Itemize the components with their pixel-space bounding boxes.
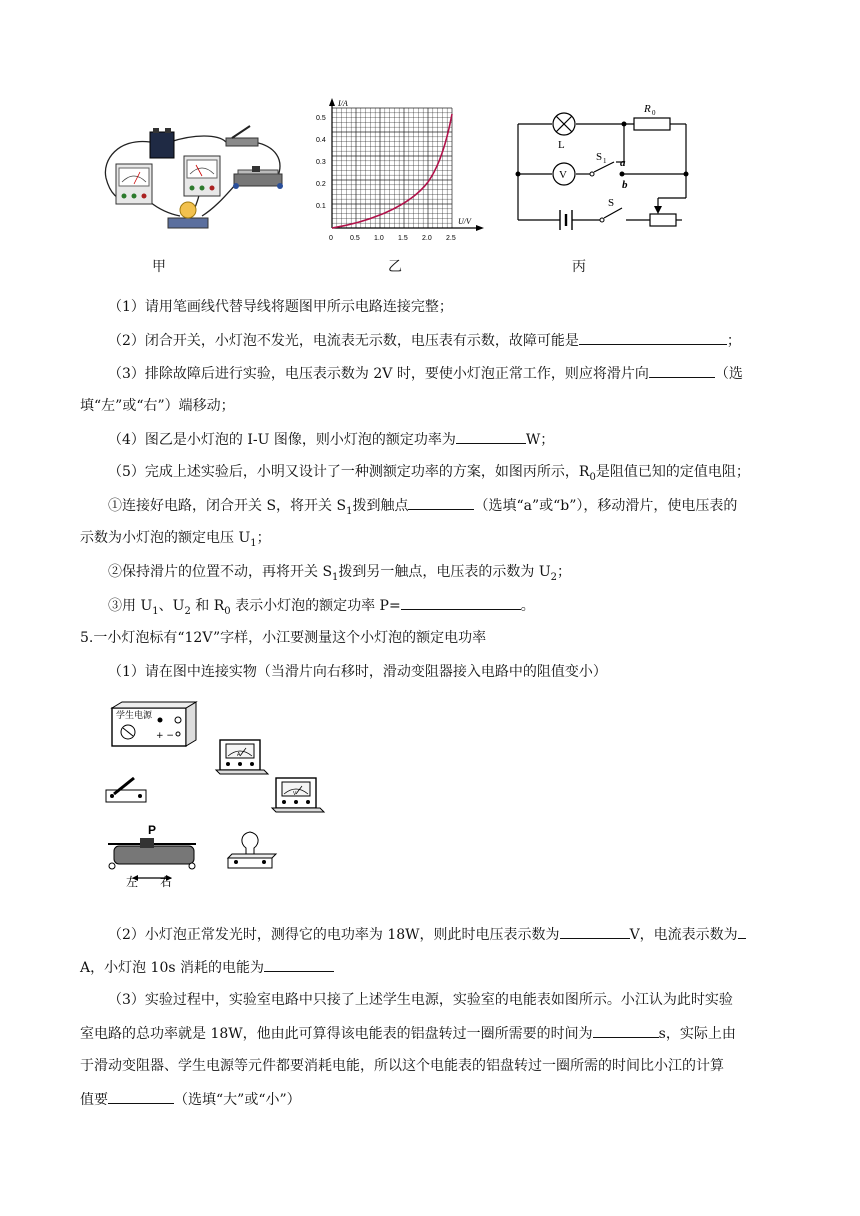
- answer-blank[interactable]: [108, 1089, 174, 1104]
- q4-step1-cont: 示数为小灯泡的额定电压 $U_1$；: [80, 530, 271, 549]
- x-tick: 1.0: [374, 235, 384, 242]
- battery-icon: [150, 132, 174, 158]
- left-label: 左: [126, 875, 139, 888]
- q5-part2: （2）小灯泡正常发光时，测得它的电功率为 18W，则此时电压表示数为 V，电流表示数为: [108, 924, 746, 945]
- figure-yi-iu-graph: [310, 94, 486, 250]
- answer-blank[interactable]: [560, 924, 630, 939]
- q4-part1: （1）请用笔画线代替导线将题图甲所示电路连接完整；: [108, 299, 453, 315]
- s1-sub: 1: [603, 157, 607, 165]
- q4-part2: （2）闭合开关，小灯泡不发光，电流表无示数，电压表有示数，故障可能是 ；: [108, 330, 741, 351]
- x-tick: 1.5: [398, 235, 408, 242]
- q5-part3-cont3: 值要 （选填“大”或“小”）: [80, 1089, 301, 1110]
- y-tick: 0.3: [316, 159, 326, 166]
- answer-blank[interactable]: [264, 957, 334, 972]
- q4-step2: ②保持滑片的位置不动，再将开关 $S_1$拨到另一触点，电压表的示数为 $U_2$；: [108, 564, 572, 583]
- x-tick: 0: [329, 235, 333, 242]
- figure-bing-circuit: [510, 98, 696, 246]
- q4-part3-cont: 填“左”或“右”）端移动；: [80, 398, 235, 414]
- q5-part3: （3）实验过程中，实验室电路中只接了上述学生电源，实验室的电能表如图所示。小江认为此时实验: [108, 992, 733, 1008]
- power-supply-label: 学生电源: [116, 711, 153, 721]
- figure-q5-apparatus: [100, 698, 336, 888]
- x-axis-label: U/V: [458, 217, 471, 226]
- voltmeter-mark: V: [293, 791, 297, 797]
- bulb-icon: [180, 202, 196, 218]
- caption-jia: 甲: [152, 259, 166, 275]
- q5-part2-cont: A，小灯泡 10s 消耗的电能为: [80, 957, 334, 978]
- q4-step3: ③用 $U_1$、$U_2$ 和 $R_0$ 表示小灯泡的额定功率 P= 。: [108, 595, 535, 622]
- s-label: S: [608, 197, 615, 209]
- y-axis-label: I/A: [338, 99, 348, 108]
- s1-label: S: [596, 151, 603, 163]
- lamp-label: L: [558, 139, 565, 151]
- q4-part3: （3）排除故障后进行实验，电压表示数为 2V 时，要使小灯泡正常工作，则应将滑片向 （选: [108, 363, 743, 384]
- rheostat-icon: [234, 174, 282, 186]
- rheostat-icon: [114, 846, 194, 864]
- answer-blank[interactable]: [738, 924, 746, 939]
- y-tick: 0.1: [316, 203, 326, 210]
- y-tick: 0.5: [316, 115, 326, 122]
- right-label: 右: [160, 875, 173, 888]
- q5-part1: （1）请在图中连接实物（当滑片向右移时，滑动变阻器接入电路中的阻值变小）: [108, 664, 607, 680]
- y-tick: 0.2: [316, 181, 326, 188]
- caption-yi: 乙: [388, 259, 402, 275]
- resistor-r0: [634, 118, 670, 130]
- slider-p-label: P: [148, 823, 157, 837]
- contact-b-label: b: [622, 179, 628, 191]
- q4-part4: （4）图乙是小灯泡的 I-U 图像，则小灯泡的额定功率为 W；: [108, 429, 554, 450]
- q5-title: 5.一小灯泡标有“12V”字样，小江要测量这个小灯泡的额定电功率: [80, 630, 487, 646]
- voltmeter-label: V: [559, 169, 567, 181]
- y-tick: 0.4: [316, 137, 326, 144]
- caption-bing: 丙: [572, 259, 586, 275]
- svg-text:+ −: + −: [156, 731, 174, 741]
- rheostat-symbol: [650, 214, 676, 226]
- r0-sub: 0: [652, 109, 656, 117]
- iu-curve: [332, 114, 452, 228]
- ammeter-mark: A: [237, 752, 241, 758]
- answer-blank[interactable]: [456, 429, 526, 444]
- answer-blank[interactable]: [649, 363, 715, 378]
- q4-step1: ①连接好电路，闭合开关 S，将开关 $S_1$拨到触点 （选填“a”或“b”），移动滑片，使电压表的: [108, 495, 737, 522]
- answer-blank[interactable]: [401, 595, 521, 610]
- bulb-icon: [242, 832, 258, 854]
- figure-jia-apparatus: [98, 120, 294, 236]
- contact-a-label: a: [620, 157, 626, 169]
- r0-label: R: [644, 103, 651, 115]
- x-tick: 2.5: [446, 235, 456, 242]
- answer-blank[interactable]: [593, 1023, 659, 1038]
- x-tick: 2.0: [422, 235, 432, 242]
- q5-part3-cont1: 室电路的总功率就是 18W，他由此可算得该电能表的铝盘转过一圈所需要的时间为 s，实际上由: [80, 1023, 736, 1044]
- x-tick: 0.5: [350, 235, 360, 242]
- q5-part3-cont2: 于滑动变阻器、学生电源等元件都要消耗电能，所以这个电能表的铝盘转过一圈所需的时间比小江的计算: [80, 1058, 724, 1074]
- answer-blank[interactable]: [579, 330, 727, 345]
- q4-part5: （5）完成上述实验后，小明又设计了一种测额定功率的方案，如图丙所示，$R_0$是阻值已知的定值电阻；: [108, 464, 750, 483]
- answer-blank[interactable]: [408, 495, 474, 510]
